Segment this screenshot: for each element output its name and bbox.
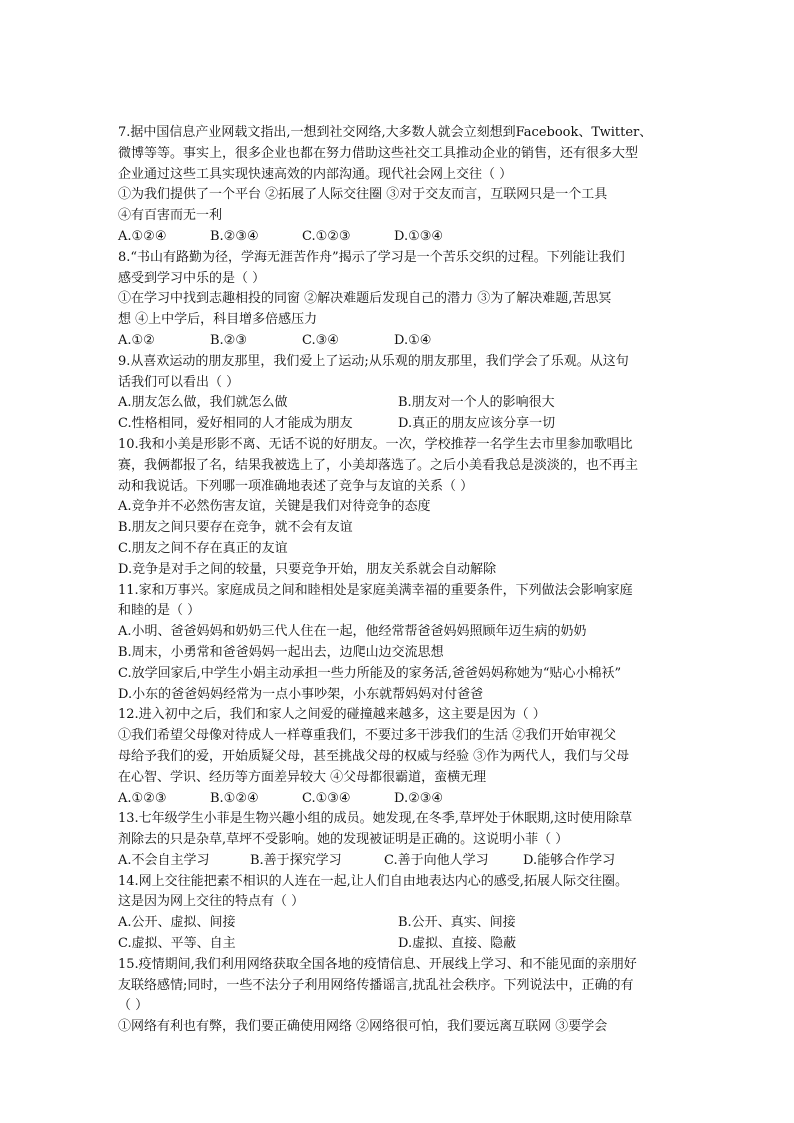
options-row xyxy=(118,331,678,352)
option: A.不会自主学习 xyxy=(118,852,210,868)
options-row xyxy=(118,913,678,934)
question-stem: 动和我说话。下列哪一项准确地表述了竞争与友谊的关系（ ） xyxy=(118,478,474,494)
options-row xyxy=(118,851,678,872)
question-stem: 感受到学习中乐的是（ ） xyxy=(118,270,266,286)
question-stem: 剂除去的只是杂草,草坪不受影响。她的发现被证明是正确的。这说明小菲（ ） xyxy=(118,832,569,848)
question-stem: 12.进入初中之后，我们和家人之间爱的碰撞越来越多，这主要是因为（ ） xyxy=(118,707,546,723)
question-sheet xyxy=(118,123,678,1038)
option: D.能够合作学习 xyxy=(523,852,616,868)
option: C.①③④ xyxy=(302,790,351,806)
statement-line: ①在学习中找到志趣相投的同窗 ②解决难题后发现自己的潜力 ③为了解决难题,苦思冥 xyxy=(118,291,612,307)
option: A.朋友怎么做，我们就怎么做 xyxy=(118,395,288,411)
option: B.②③④ xyxy=(210,228,259,244)
option: C.性格相同，爱好相同的人才能成为朋友 xyxy=(118,416,353,432)
statement-line: ①为我们提供了一个平台 ②拓展了人际交往圈 ③对于交友而言，互联网只是一个工具 xyxy=(118,187,608,203)
option: A.公开、虚拟、间接 xyxy=(118,915,236,931)
question-stem: 赛，我俩都报了名，结果我被选上了，小美却落选了。之后小美看我总是淡淡的，也不再主 xyxy=(118,457,639,473)
question-stem: 14.网上交往能把素不相识的人连在一起,让人们自由地表达内心的感受,拓展人际交往圈。 xyxy=(118,873,628,889)
option: C.善于向他人学习 xyxy=(384,852,489,868)
question-stem: 话我们可以看出（ ） xyxy=(118,374,240,390)
options-row xyxy=(118,414,678,435)
options-row xyxy=(118,789,678,810)
statement-line: ①网络有利也有弊，我们要正确使用网络 ②网络很可怕，我们要远离互联网 ③要学会 xyxy=(118,1019,608,1035)
option: B.②③ xyxy=(210,332,247,348)
statement-line: 在心智、学识、经历等方面差异较大 ④父母都很霸道，蛮横无理 xyxy=(118,769,487,785)
option: C.③④ xyxy=(302,332,339,348)
option: B.朋友对一个人的影响很大 xyxy=(398,395,555,411)
options-row xyxy=(118,227,678,248)
question-stem: 7.据中国信息产业网载文指出,一想到社交网络,大多数人就会立刻想到Facebook、Twitter、 xyxy=(118,125,653,140)
question-stem: 15.疫情期间,我们利用网络获取全国各地的疫情信息、开展线上学习、和不能见面的亲朋好 xyxy=(118,956,637,972)
option: D.②③④ xyxy=(394,790,444,806)
option: C.虚拟、平等、自主 xyxy=(118,936,236,952)
option: A.①②④ xyxy=(118,228,167,244)
option: A.①②③ xyxy=(118,790,167,806)
question-stem: 友联络感情;同时，一些不法分子利用网络传播谣言,扰乱社会秩序。下列说法中，正确的有 xyxy=(118,977,634,993)
statement-line: 想 ④上中学后，科目增多倍感压力 xyxy=(118,312,318,328)
option: C.①②③ xyxy=(302,228,351,244)
question-stem: 企业通过这些工具实现快速高效的内部沟通。现代社会网上交往（ ） xyxy=(118,166,513,182)
option: B.①②④ xyxy=(210,790,259,806)
question-stem: 这是因为网上交往的特点有（ ） xyxy=(118,894,305,910)
option-line: C.朋友之间不存在真正的友谊 xyxy=(118,540,288,556)
question-stem: 8.“书山有路勤为径，学海无涯苦作舟”揭示了学习是一个苦乐交织的过程。下列能让我们 xyxy=(118,249,625,265)
option-line: D.竞争是对手之间的较量，只要竞争开始，朋友关系就会自动解除 xyxy=(118,561,497,577)
question-stem: 10.我和小美是形影不离、无话不说的好朋友。一次，学校推荐一名学生去市里参加歌唱比 xyxy=(118,436,633,452)
option-line: C.放学回家后,中学生小娟主动承担一些力所能及的家务活,爸爸妈妈称她为“贴心小棉袄” xyxy=(118,665,622,681)
option-line: B.周末，小勇常和爸爸妈妈一起出去，边爬山边交流思想 xyxy=(118,644,444,660)
option: D.真正的朋友应该分享一切 xyxy=(398,416,556,432)
option: B.公开、真实、间接 xyxy=(398,915,516,931)
options-row xyxy=(118,393,678,414)
option: A.①② xyxy=(118,332,155,348)
question-stem: 13.七年级学生小菲是生物兴趣小组的成员。她发现,在冬季,草坪处于休眠期,这时使用除草 xyxy=(118,811,633,827)
option: D.①③④ xyxy=(394,228,444,244)
option: D.虚拟、直接、隐蔽 xyxy=(398,936,517,952)
option-line: A.竞争并不必然伤害友谊，关键是我们对待竞争的态度 xyxy=(118,499,431,515)
question-stem: （ ） xyxy=(118,998,149,1014)
question-stem: 和睦的是（ ） xyxy=(118,603,201,619)
question-stem: 微博等等。事实上，很多企业也都在努力借助这些社交工具推动企业的销售，还有很多大型 xyxy=(118,145,639,161)
statement-line: 母给予我们的爱，开始质疑父母，甚至挑战父母的权威与经验 ③作为两代人，我们与父母 xyxy=(118,748,630,764)
option: D.①④ xyxy=(394,332,432,348)
option-line: A.小明、爸爸妈妈和奶奶三代人住在一起，他经常帮爸爸妈妈照顾年迈生病的奶奶 xyxy=(118,624,587,640)
option-line: B.朋友之间只要存在竞争，就不会有友谊 xyxy=(118,520,353,536)
option-line: D.小东的爸爸妈妈经常为一点小事吵架，小东就帮妈妈对付爸爸 xyxy=(118,686,484,702)
options-row xyxy=(118,934,678,955)
question-stem: 9.从喜欢运动的朋友那里，我们爱上了运动;从乐观的朋友那里，我们学会了乐观。从这句 xyxy=(118,353,629,369)
option: B.善于探究学习 xyxy=(250,852,342,868)
statement-line: ④有百害而无一利 xyxy=(118,208,223,224)
question-stem: 11.家和万事兴。家庭成员之间和睦相处是家庭美满幸福的重要条件，下列做法会影响家庭 xyxy=(118,582,633,598)
statement-line: ①我们希望父母像对待成人一样尊重我们，不要过多干涉我们的生活 ②我们开始审视父 xyxy=(118,728,617,744)
